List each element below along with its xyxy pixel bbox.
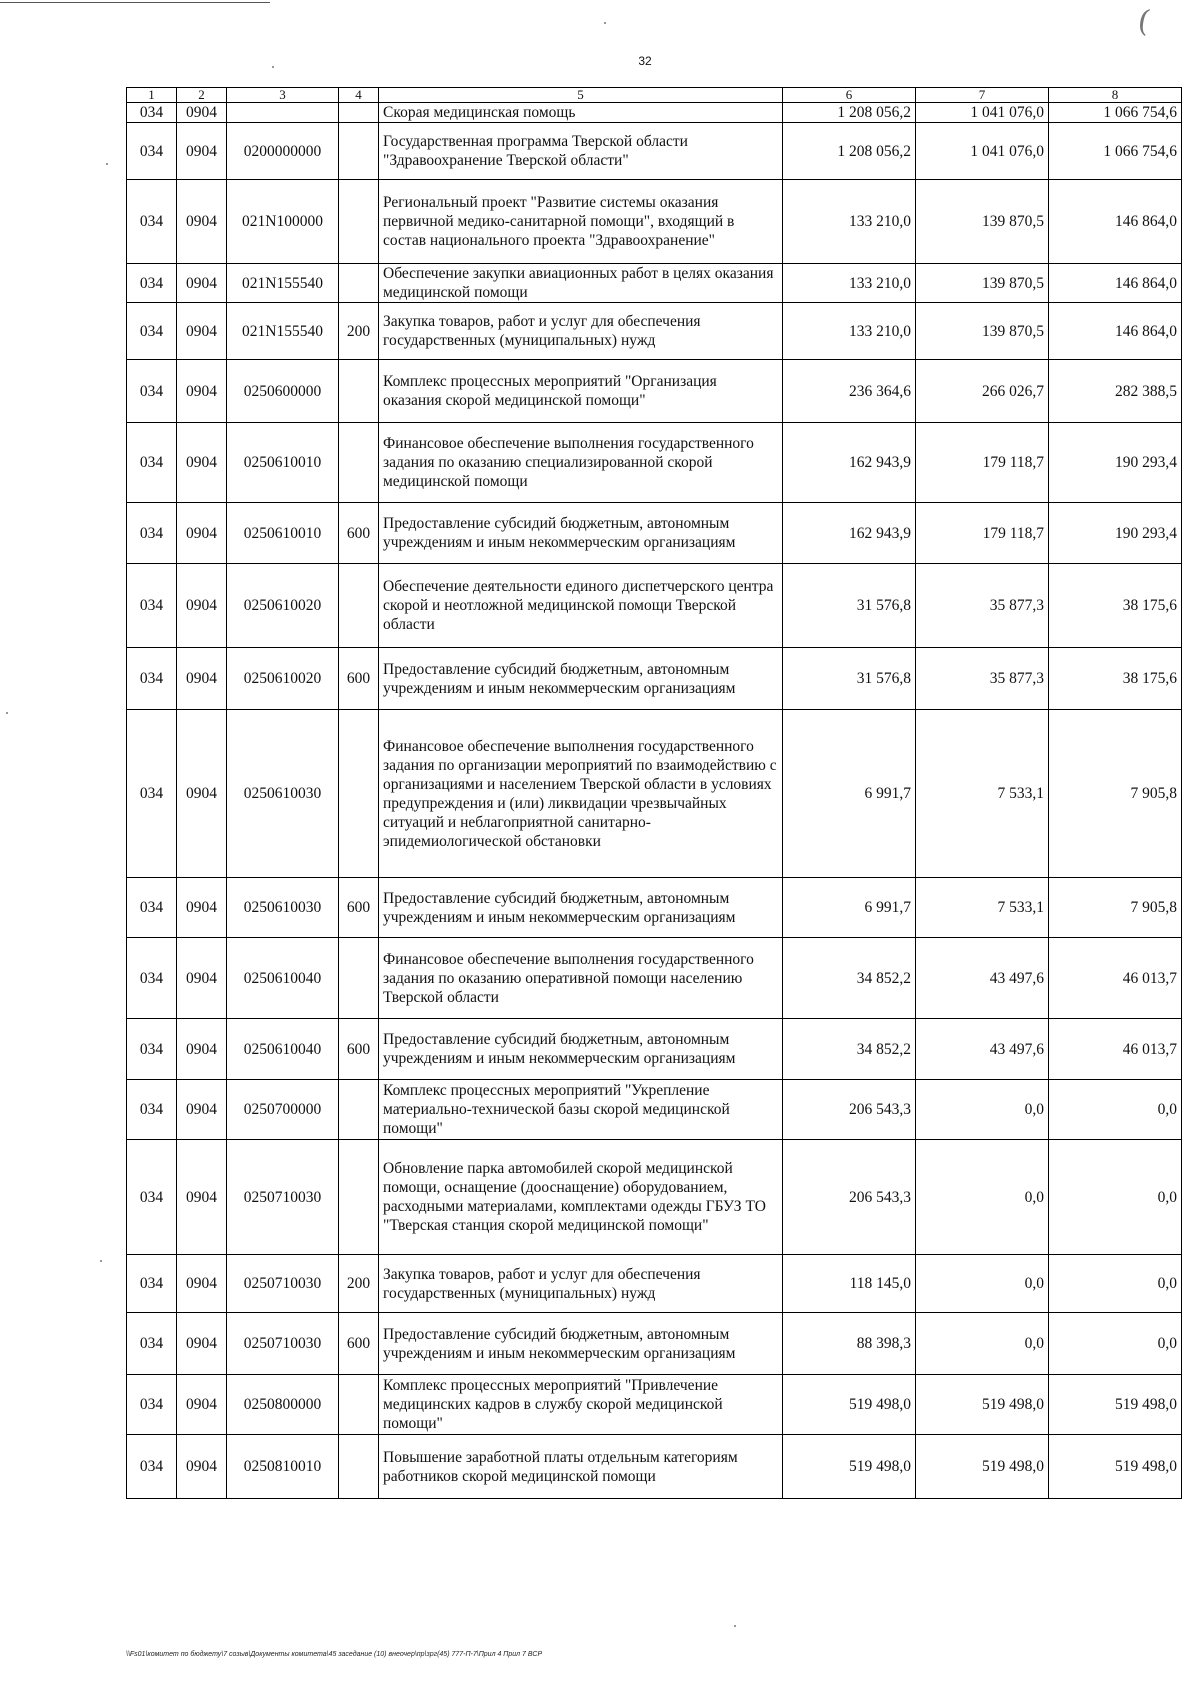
cell-name: Предоставление субсидий бюджетным, автономным учреждениям и иным некоммерческим организациям: [379, 878, 783, 938]
cell-target-code: 021N155540: [227, 264, 339, 303]
cell-value-6: 31 576,8: [783, 648, 916, 710]
cell-expense-type: [339, 1375, 379, 1435]
cell-value-7: 35 877,3: [916, 564, 1049, 648]
cell-section-code: 0904: [177, 360, 227, 423]
cell-value-8: 146 864,0: [1049, 303, 1182, 360]
cell-admin-code: 034: [127, 1255, 177, 1313]
cell-value-8: 0,0: [1049, 1313, 1182, 1375]
cell-value-8: 46 013,7: [1049, 938, 1182, 1019]
table-row: [127, 1019, 1182, 1080]
cell-section-code: 0904: [177, 1019, 227, 1080]
cell-section-code: 0904: [177, 264, 227, 303]
cell-value-7: 139 870,5: [916, 264, 1049, 303]
cell-expense-type: [339, 123, 379, 180]
cell-admin-code: 034: [127, 180, 177, 264]
cell-name: Финансовое обеспечение выполнения государственного задания по организации мероприятий по взаимодействию с организациями и населением Тверской области в условиях предупреждения и (или) ликвидации чрезвычайных ситуаций и неблагоприятной санитарно-эпидемиологической обстановки: [379, 710, 783, 878]
cell-value-6: 34 852,2: [783, 1019, 916, 1080]
cell-value-6: 31 576,8: [783, 564, 916, 648]
cell-value-6: 1 208 056,2: [783, 123, 916, 180]
cell-expense-type: 600: [339, 1019, 379, 1080]
cell-expense-type: [339, 1140, 379, 1255]
cell-value-6: 6 991,7: [783, 710, 916, 878]
cell-value-6: 162 943,9: [783, 423, 916, 503]
cell-name: Предоставление субсидий бюджетным, автономным учреждениям и иным некоммерческим организациям: [379, 1019, 783, 1080]
cell-expense-type: [339, 103, 379, 123]
table-row: [127, 123, 1182, 180]
cell-value-7: 0,0: [916, 1255, 1049, 1313]
cell-target-code: 0250610040: [227, 938, 339, 1019]
scan-speck: [100, 1260, 102, 1262]
cell-expense-type: [339, 564, 379, 648]
cell-value-7: 1 041 076,0: [916, 123, 1049, 180]
cell-value-6: 1 208 056,2: [783, 103, 916, 123]
cell-expense-type: 600: [339, 1313, 379, 1375]
cell-target-code: 0200000000: [227, 123, 339, 180]
cell-expense-type: [339, 423, 379, 503]
cell-expense-type: [339, 1080, 379, 1140]
cell-value-6: 6 991,7: [783, 878, 916, 938]
cell-value-8: 1 066 754,6: [1049, 123, 1182, 180]
cell-value-7: 519 498,0: [916, 1375, 1049, 1435]
cell-admin-code: 034: [127, 564, 177, 648]
table-body: [127, 88, 1182, 1499]
column-header: 4: [339, 88, 379, 103]
cell-target-code: 0250800000: [227, 1375, 339, 1435]
cell-section-code: 0904: [177, 938, 227, 1019]
cell-target-code: [227, 103, 339, 123]
cell-expense-type: [339, 710, 379, 878]
cell-expense-type: 600: [339, 503, 379, 564]
cell-name: Государственная программа Тверской области "Здравоохранение Тверской области": [379, 123, 783, 180]
cell-expense-type: 200: [339, 303, 379, 360]
cell-expense-type: [339, 180, 379, 264]
table-row: [127, 710, 1182, 878]
cell-target-code: 021N100000: [227, 180, 339, 264]
footer-file-path: \\Fs01\комитет по бюджету\7 созыв\Документы комитета\45 заседание (10) внеочер\пр\зрг(45) 777-П-7\Прил 4 Прил 7 ВСР: [126, 1651, 543, 1658]
cell-section-code: 0904: [177, 710, 227, 878]
cell-name: Комплекс процессных мероприятий "Укрепление материально-технической базы скорой медицинской помощи": [379, 1080, 783, 1140]
cell-value-7: 179 118,7: [916, 423, 1049, 503]
cell-name: Закупка товаров, работ и услуг для обеспечения государственных (муниципальных) нужд: [379, 1255, 783, 1313]
column-header: 5: [379, 88, 783, 103]
table-row: [127, 503, 1182, 564]
cell-name: Финансовое обеспечение выполнения государственного задания по оказанию специализированной скорой медицинской помощи: [379, 423, 783, 503]
cell-value-8: 46 013,7: [1049, 1019, 1182, 1080]
cell-target-code: 0250610010: [227, 503, 339, 564]
column-header: 1: [127, 88, 177, 103]
corner-scan-mark: (: [1135, 3, 1153, 40]
scan-edge-line: [0, 2, 270, 3]
cell-admin-code: 034: [127, 1140, 177, 1255]
table-row: [127, 648, 1182, 710]
cell-admin-code: 034: [127, 423, 177, 503]
cell-value-8: 7 905,8: [1049, 878, 1182, 938]
scan-speck: [6, 712, 8, 714]
cell-value-7: 519 498,0: [916, 1435, 1049, 1499]
table-row: [127, 1255, 1182, 1313]
cell-expense-type: 600: [339, 648, 379, 710]
cell-value-8: 38 175,6: [1049, 648, 1182, 710]
table-row: [127, 1313, 1182, 1375]
cell-value-7: 1 041 076,0: [916, 103, 1049, 123]
cell-target-code: 0250600000: [227, 360, 339, 423]
table-row: [127, 564, 1182, 648]
cell-value-7: 35 877,3: [916, 648, 1049, 710]
cell-value-7: 43 497,6: [916, 1019, 1049, 1080]
cell-value-6: 519 498,0: [783, 1375, 916, 1435]
cell-name: Комплекс процессных мероприятий "Привлечение медицинских кадров в службу скорой медицинской помощи": [379, 1375, 783, 1435]
cell-value-6: 133 210,0: [783, 264, 916, 303]
cell-value-7: 0,0: [916, 1080, 1049, 1140]
cell-admin-code: 034: [127, 1080, 177, 1140]
cell-expense-type: [339, 938, 379, 1019]
cell-target-code: 0250610040: [227, 1019, 339, 1080]
cell-name: Комплекс процессных мероприятий "Организация оказания скорой медицинской помощи": [379, 360, 783, 423]
cell-name: Закупка товаров, работ и услуг для обеспечения государственных (муниципальных) нужд: [379, 303, 783, 360]
column-header: 7: [916, 88, 1049, 103]
cell-section-code: 0904: [177, 423, 227, 503]
cell-admin-code: 034: [127, 1313, 177, 1375]
table-row: [127, 1140, 1182, 1255]
cell-value-6: 133 210,0: [783, 303, 916, 360]
cell-value-8: 146 864,0: [1049, 180, 1182, 264]
cell-admin-code: 034: [127, 1435, 177, 1499]
cell-value-6: 519 498,0: [783, 1435, 916, 1499]
budget-table: [126, 87, 1182, 1499]
cell-admin-code: 034: [127, 123, 177, 180]
cell-section-code: 0904: [177, 123, 227, 180]
cell-value-7: 7 533,1: [916, 710, 1049, 878]
page-number: 32: [638, 54, 652, 68]
cell-target-code: 0250810010: [227, 1435, 339, 1499]
scan-speck: [272, 66, 274, 68]
table-row: [127, 1435, 1182, 1499]
cell-target-code: 0250700000: [227, 1080, 339, 1140]
column-header: 3: [227, 88, 339, 103]
cell-target-code: 0250610030: [227, 710, 339, 878]
cell-value-8: 0,0: [1049, 1255, 1182, 1313]
cell-name: Региональный проект "Развитие системы оказания первичной медико-санитарной помощи", входящий в состав национального проекта "Здравоохранение": [379, 180, 783, 264]
cell-admin-code: 034: [127, 264, 177, 303]
cell-value-8: 519 498,0: [1049, 1435, 1182, 1499]
cell-admin-code: 034: [127, 303, 177, 360]
table-row: [127, 103, 1182, 123]
cell-value-7: 0,0: [916, 1140, 1049, 1255]
cell-name: Повышение заработной платы отдельным категориям работников скорой медицинской помощи: [379, 1435, 783, 1499]
cell-target-code: 0250710030: [227, 1255, 339, 1313]
cell-value-8: 190 293,4: [1049, 503, 1182, 564]
cell-expense-type: 600: [339, 878, 379, 938]
table-row: [127, 360, 1182, 423]
cell-value-7: 266 026,7: [916, 360, 1049, 423]
table-row: [127, 180, 1182, 264]
cell-value-6: 206 543,3: [783, 1140, 916, 1255]
cell-target-code: 0250710030: [227, 1313, 339, 1375]
cell-value-6: 206 543,3: [783, 1080, 916, 1140]
table-row: [127, 1375, 1182, 1435]
cell-section-code: 0904: [177, 878, 227, 938]
cell-section-code: 0904: [177, 648, 227, 710]
cell-section-code: 0904: [177, 180, 227, 264]
table-row: [127, 303, 1182, 360]
cell-value-8: 38 175,6: [1049, 564, 1182, 648]
cell-admin-code: 034: [127, 878, 177, 938]
cell-expense-type: [339, 1435, 379, 1499]
cell-target-code: 0250610020: [227, 564, 339, 648]
cell-value-8: 0,0: [1049, 1080, 1182, 1140]
cell-expense-type: [339, 264, 379, 303]
cell-section-code: 0904: [177, 1255, 227, 1313]
cell-target-code: 0250710030: [227, 1140, 339, 1255]
cell-value-7: 43 497,6: [916, 938, 1049, 1019]
cell-value-7: 139 870,5: [916, 303, 1049, 360]
cell-admin-code: 034: [127, 503, 177, 564]
table-row: [127, 938, 1182, 1019]
cell-value-7: 7 533,1: [916, 878, 1049, 938]
cell-value-6: 118 145,0: [783, 1255, 916, 1313]
cell-name: Предоставление субсидий бюджетным, автономным учреждениям и иным некоммерческим организациям: [379, 503, 783, 564]
table-row: [127, 1080, 1182, 1140]
cell-section-code: 0904: [177, 103, 227, 123]
cell-value-8: 146 864,0: [1049, 264, 1182, 303]
scan-speck: [106, 163, 108, 165]
cell-admin-code: 034: [127, 648, 177, 710]
cell-section-code: 0904: [177, 503, 227, 564]
cell-value-6: 236 364,6: [783, 360, 916, 423]
cell-admin-code: 034: [127, 1019, 177, 1080]
cell-target-code: 021N155540: [227, 303, 339, 360]
column-header: 8: [1049, 88, 1182, 103]
cell-section-code: 0904: [177, 1375, 227, 1435]
table-row: [127, 264, 1182, 303]
cell-name: Финансовое обеспечение выполнения государственного задания по оказанию оперативной помощи населению Тверской области: [379, 938, 783, 1019]
cell-expense-type: 200: [339, 1255, 379, 1313]
cell-name: Обеспечение деятельности единого диспетчерского центра скорой и неотложной медицинской помощи Тверской области: [379, 564, 783, 648]
column-header: 6: [783, 88, 916, 103]
cell-value-6: 133 210,0: [783, 180, 916, 264]
cell-section-code: 0904: [177, 564, 227, 648]
column-header: 2: [177, 88, 227, 103]
cell-value-7: 139 870,5: [916, 180, 1049, 264]
cell-value-8: 519 498,0: [1049, 1375, 1182, 1435]
cell-admin-code: 034: [127, 360, 177, 423]
cell-expense-type: [339, 360, 379, 423]
cell-section-code: 0904: [177, 1435, 227, 1499]
cell-value-6: 162 943,9: [783, 503, 916, 564]
cell-value-8: 282 388,5: [1049, 360, 1182, 423]
cell-admin-code: 034: [127, 938, 177, 1019]
cell-value-7: 179 118,7: [916, 503, 1049, 564]
cell-target-code: 0250610030: [227, 878, 339, 938]
cell-target-code: 0250610020: [227, 648, 339, 710]
cell-name: Обновление парка автомобилей скорой медицинской помощи, оснащение (дооснащение) оборудованием, расходными материалами, комплектами одежды ГБУЗ ТО "Тверская станция скорой медицинской помощи": [379, 1140, 783, 1255]
scan-speck: [734, 1625, 736, 1627]
cell-admin-code: 034: [127, 1375, 177, 1435]
scan-speck: [604, 22, 606, 24]
cell-section-code: 0904: [177, 303, 227, 360]
cell-value-6: 34 852,2: [783, 938, 916, 1019]
cell-name: Скорая медицинская помощь: [379, 103, 783, 123]
cell-name: Предоставление субсидий бюджетным, автономным учреждениям и иным некоммерческим организациям: [379, 648, 783, 710]
cell-value-8: 7 905,8: [1049, 710, 1182, 878]
cell-value-8: 0,0: [1049, 1140, 1182, 1255]
cell-value-6: 88 398,3: [783, 1313, 916, 1375]
cell-value-7: 0,0: [916, 1313, 1049, 1375]
cell-section-code: 0904: [177, 1080, 227, 1140]
cell-section-code: 0904: [177, 1313, 227, 1375]
cell-value-8: 1 066 754,6: [1049, 103, 1182, 123]
cell-value-8: 190 293,4: [1049, 423, 1182, 503]
cell-name: Обеспечение закупки авиационных работ в целях оказания медицинской помощи: [379, 264, 783, 303]
cell-target-code: 0250610010: [227, 423, 339, 503]
cell-admin-code: 034: [127, 103, 177, 123]
table-row: [127, 878, 1182, 938]
cell-admin-code: 034: [127, 710, 177, 878]
table-row: [127, 423, 1182, 503]
header-row: [127, 88, 1182, 103]
cell-section-code: 0904: [177, 1140, 227, 1255]
cell-name: Предоставление субсидий бюджетным, автономным учреждениям и иным некоммерческим организациям: [379, 1313, 783, 1375]
